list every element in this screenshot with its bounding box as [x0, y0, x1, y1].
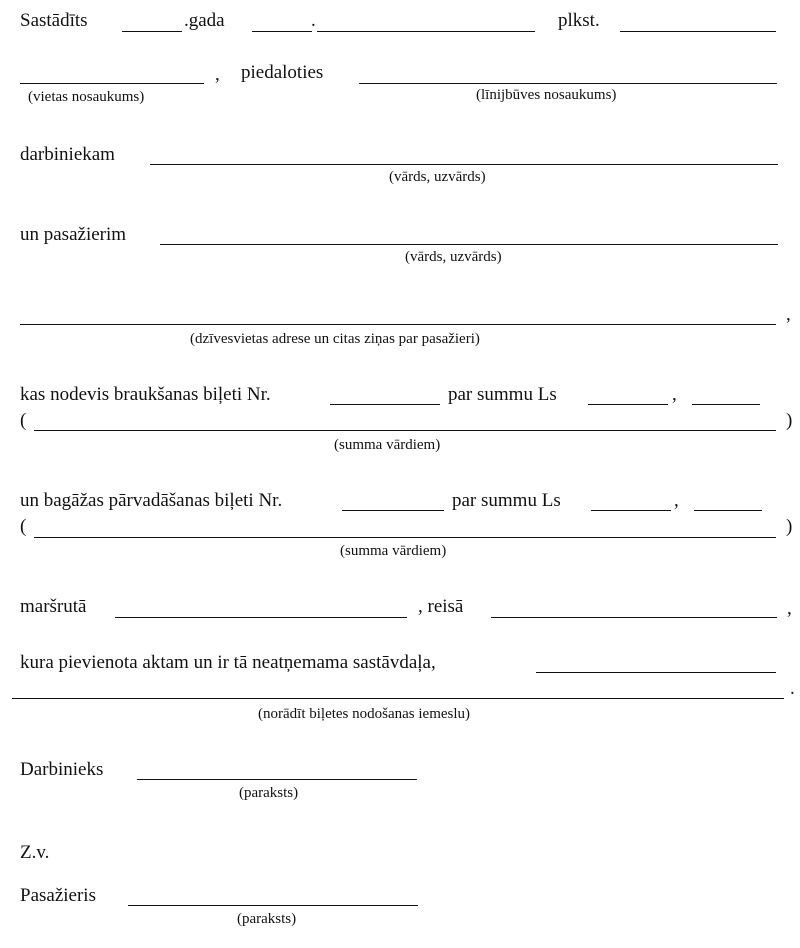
- ticket-number-field[interactable]: [330, 404, 440, 405]
- baggage-sum-words-field[interactable]: [34, 537, 776, 538]
- passenger-label: un pasažierim: [20, 224, 127, 245]
- carrier-caption: (līnijbūves nosaukums): [476, 87, 617, 103]
- attached-period: .: [790, 678, 795, 699]
- row2-comma: ,: [215, 64, 220, 85]
- carrier-field[interactable]: [359, 83, 777, 84]
- ticket-sum-cents-field[interactable]: [692, 404, 760, 405]
- employee-signature-field[interactable]: [137, 779, 417, 780]
- employee-signature-label: Darbinieks: [20, 759, 104, 780]
- employee-name-caption: (vārds, uzvārds): [389, 169, 486, 185]
- participating-label: piedaloties: [241, 62, 324, 83]
- ticket-open-paren: (: [20, 410, 27, 431]
- trip-field[interactable]: [491, 617, 777, 618]
- ticket-sum-lats-field[interactable]: [588, 404, 668, 405]
- passenger-signature-field[interactable]: [128, 905, 418, 906]
- composed-label: Sastādīts: [20, 10, 88, 31]
- route-field[interactable]: [115, 617, 407, 618]
- passenger-signature-label: Pasažieris: [20, 885, 96, 906]
- baggage-sum-label: par summu Ls: [452, 490, 561, 511]
- time-label: plkst.: [558, 10, 600, 31]
- year-field[interactable]: [122, 31, 182, 32]
- year-suffix-label: .gada: [184, 10, 225, 31]
- ticket-label: kas nodevis braukšanas biļeti Nr.: [20, 384, 271, 405]
- time-field[interactable]: [620, 31, 776, 32]
- address-comma: ,: [786, 304, 791, 325]
- place-field[interactable]: [20, 83, 204, 84]
- passenger-signature-caption: (paraksts): [237, 911, 297, 927]
- baggage-sum-lats-field[interactable]: [591, 510, 671, 511]
- attached-reason-field-2[interactable]: [12, 698, 784, 699]
- ticket-sum-words-field[interactable]: [34, 430, 776, 431]
- ticket-sum-comma: ,: [672, 384, 677, 405]
- ticket-sum-label: par summu Ls: [448, 384, 557, 405]
- attached-reason-caption: (norādīt biļetes nodošanas iemeslu): [258, 706, 471, 722]
- passenger-address-field[interactable]: [20, 324, 776, 325]
- trip-label: , reisā: [418, 596, 464, 617]
- baggage-sum-cents-field[interactable]: [694, 510, 762, 511]
- baggage-number-field[interactable]: [342, 510, 444, 511]
- baggage-close-paren: ): [786, 516, 793, 537]
- ticket-sum-words-caption: (summa vārdiem): [334, 437, 441, 453]
- route-comma: ,: [787, 598, 792, 619]
- stamp-label: Z.v.: [20, 842, 50, 863]
- employee-signature-caption: (paraksts): [239, 785, 299, 801]
- baggage-open-paren: (: [20, 516, 27, 537]
- ticket-close-paren: ): [786, 410, 793, 431]
- month-field[interactable]: [317, 31, 535, 32]
- attached-text: kura pievienota aktam un ir tā neatņemama sastāvdaļa,: [20, 652, 436, 673]
- baggage-sum-comma: ,: [674, 490, 679, 511]
- date-separator: .: [311, 10, 316, 31]
- attached-reason-field-1[interactable]: [536, 672, 776, 673]
- address-caption: (dzīvesvietas adrese un citas ziņas par pasažieri): [190, 331, 480, 347]
- route-label: maršrutā: [20, 596, 87, 617]
- employee-label: darbiniekam: [20, 144, 115, 165]
- place-caption: (vietas nosaukums): [28, 89, 145, 105]
- baggage-label: un bagāžas pārvadāšanas biļeti Nr.: [20, 490, 283, 511]
- passenger-name-field[interactable]: [160, 244, 778, 245]
- day-field[interactable]: [252, 31, 312, 32]
- baggage-sum-words-caption: (summa vārdiem): [340, 543, 447, 559]
- employee-name-field[interactable]: [150, 164, 778, 165]
- passenger-name-caption: (vārds, uzvārds): [405, 249, 502, 265]
